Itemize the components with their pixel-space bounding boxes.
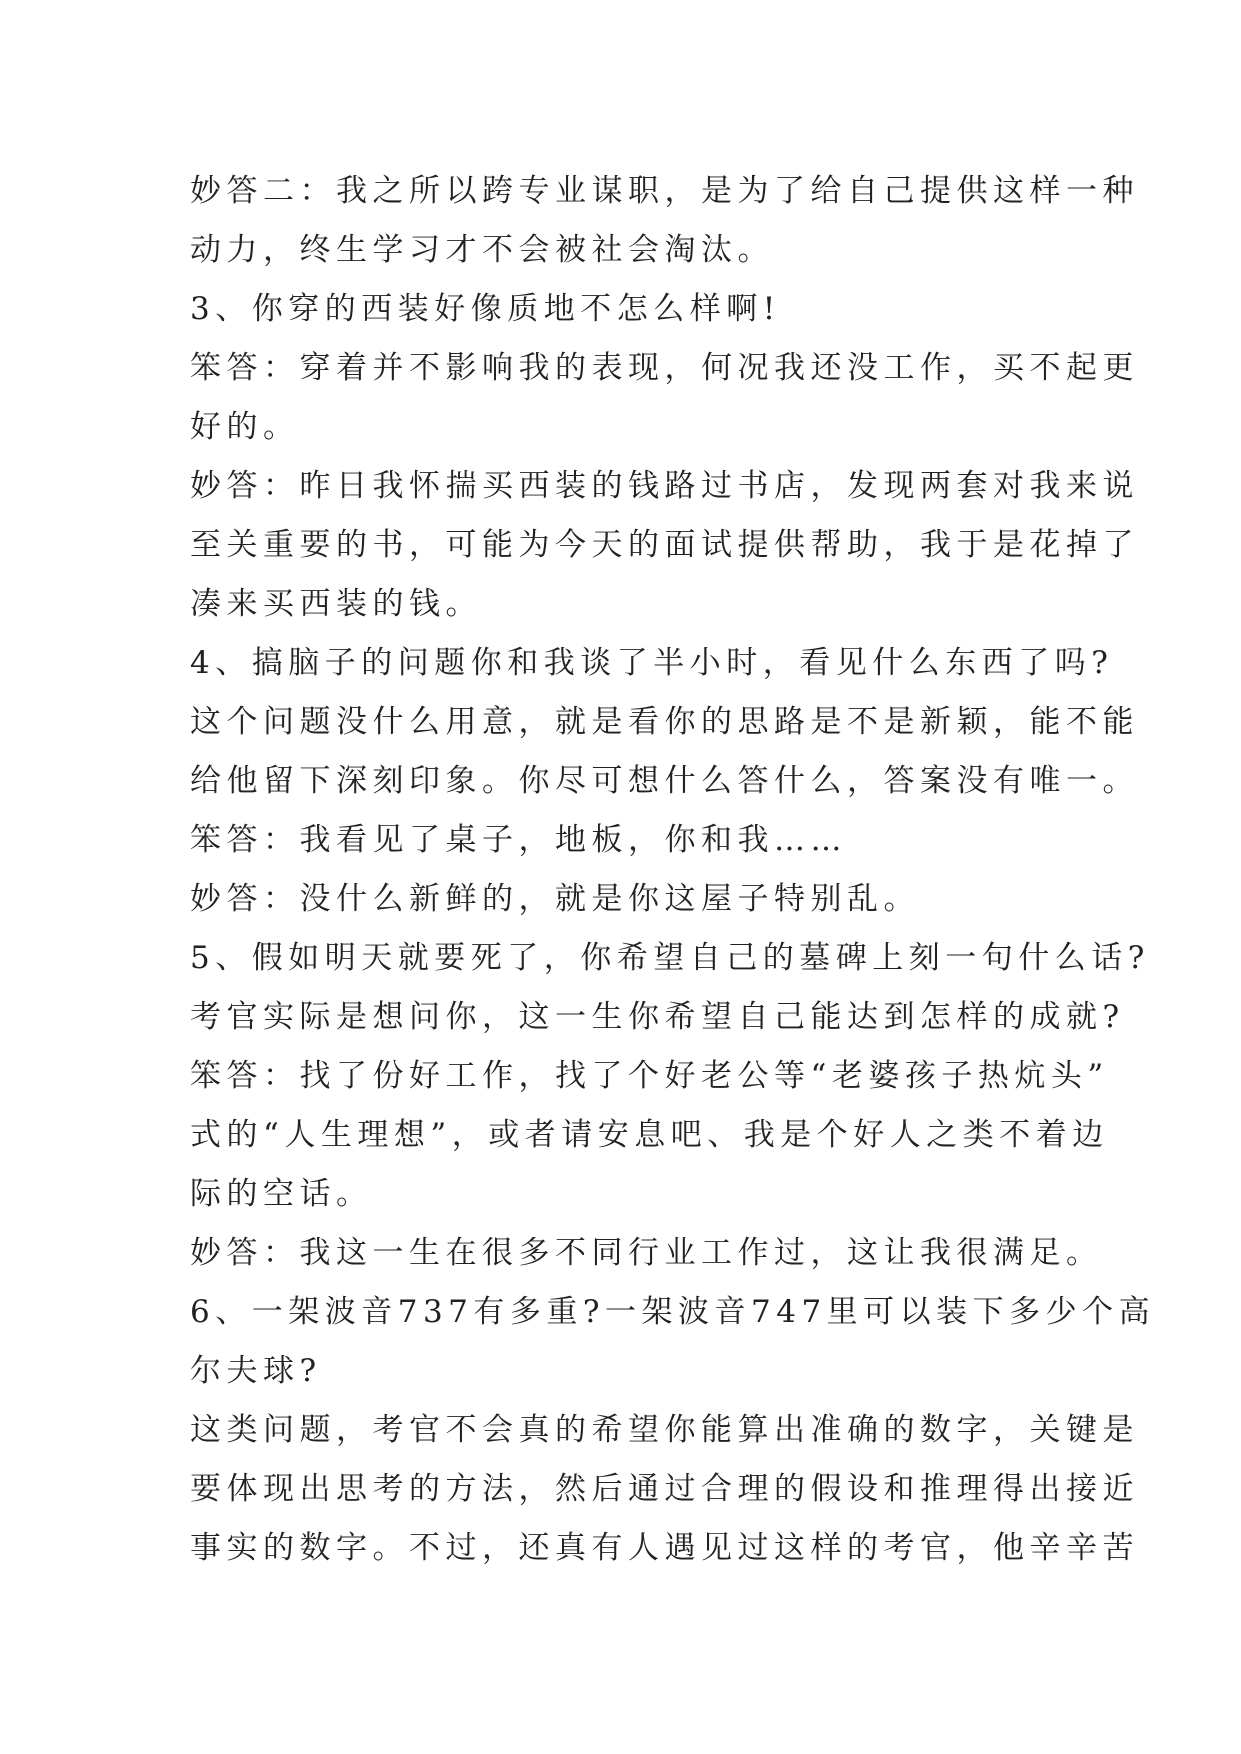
document-body xyxy=(190,162,1156,1578)
text-line: 要体现出思考的方法，然后通过合理的假设和推理得出接近 xyxy=(190,1471,1139,1507)
question-heading: 4、搞脑子的问题你和我谈了半小时，看见什么东西了吗? xyxy=(190,645,1114,681)
text-line: 妙答：我这一生在很多不同行业工作过，这让我很满足。 xyxy=(190,1235,1103,1271)
question-heading: 5、假如明天就要死了，你希望自己的墓碑上刻一句什么话? xyxy=(190,940,1150,976)
text-line: 至关重要的书，可能为今天的面试提供帮助，我于是花掉了 xyxy=(190,527,1139,563)
text-line: 笨答：找了份好工作，找了个好老公等“老婆孩子热炕头” xyxy=(190,1058,1109,1094)
text-line: 凑来买西装的钱。 xyxy=(190,586,482,622)
text-line: 给他留下深刻印象。你尽可想什么答什么，答案没有唯一。 xyxy=(190,763,1139,799)
question-heading: 3、你穿的西装好像质地不怎么样啊! xyxy=(190,291,781,327)
text-line: 妙答：没什么新鲜的，就是你这屋子特别乱。 xyxy=(190,881,920,917)
text-line: 这类问题，考官不会真的希望你能算出准确的数字，关键是 xyxy=(190,1412,1139,1448)
question-heading: 6、一架波音737有多重?一架波音747里可以装下多少个高 xyxy=(190,1294,1156,1330)
text-line: 好的。 xyxy=(190,409,300,445)
text-line: 这个问题没什么用意，就是看你的思路是不是新颖，能不能 xyxy=(190,704,1139,740)
text-line: 动力，终生学习才不会被社会淘汰。 xyxy=(190,232,774,268)
text-line: 笨答：穿着并不影响我的表现，何况我还没工作，买不起更 xyxy=(190,350,1139,386)
text-line: 考官实际是想问你，这一生你希望自己能达到怎样的成就? xyxy=(190,999,1125,1035)
text-line: 妙答二：我之所以跨专业谋职，是为了给自己提供这样一种 xyxy=(190,173,1139,209)
text-line: 笨答：我看见了桌子，地板，你和我…… xyxy=(190,822,847,858)
text-line: 尔夫球? xyxy=(190,1353,322,1389)
text-line: 妙答：昨日我怀揣买西装的钱路过书店，发现两套对我来说 xyxy=(190,468,1139,504)
text-line: 事实的数字。不过，还真有人遇见过这样的考官，他辛辛苦 xyxy=(190,1530,1139,1566)
text-line: 际的空话。 xyxy=(190,1176,373,1212)
text-line: 式的“人生理想”，或者请安息吧、我是个好人之类不着边 xyxy=(190,1117,1109,1153)
